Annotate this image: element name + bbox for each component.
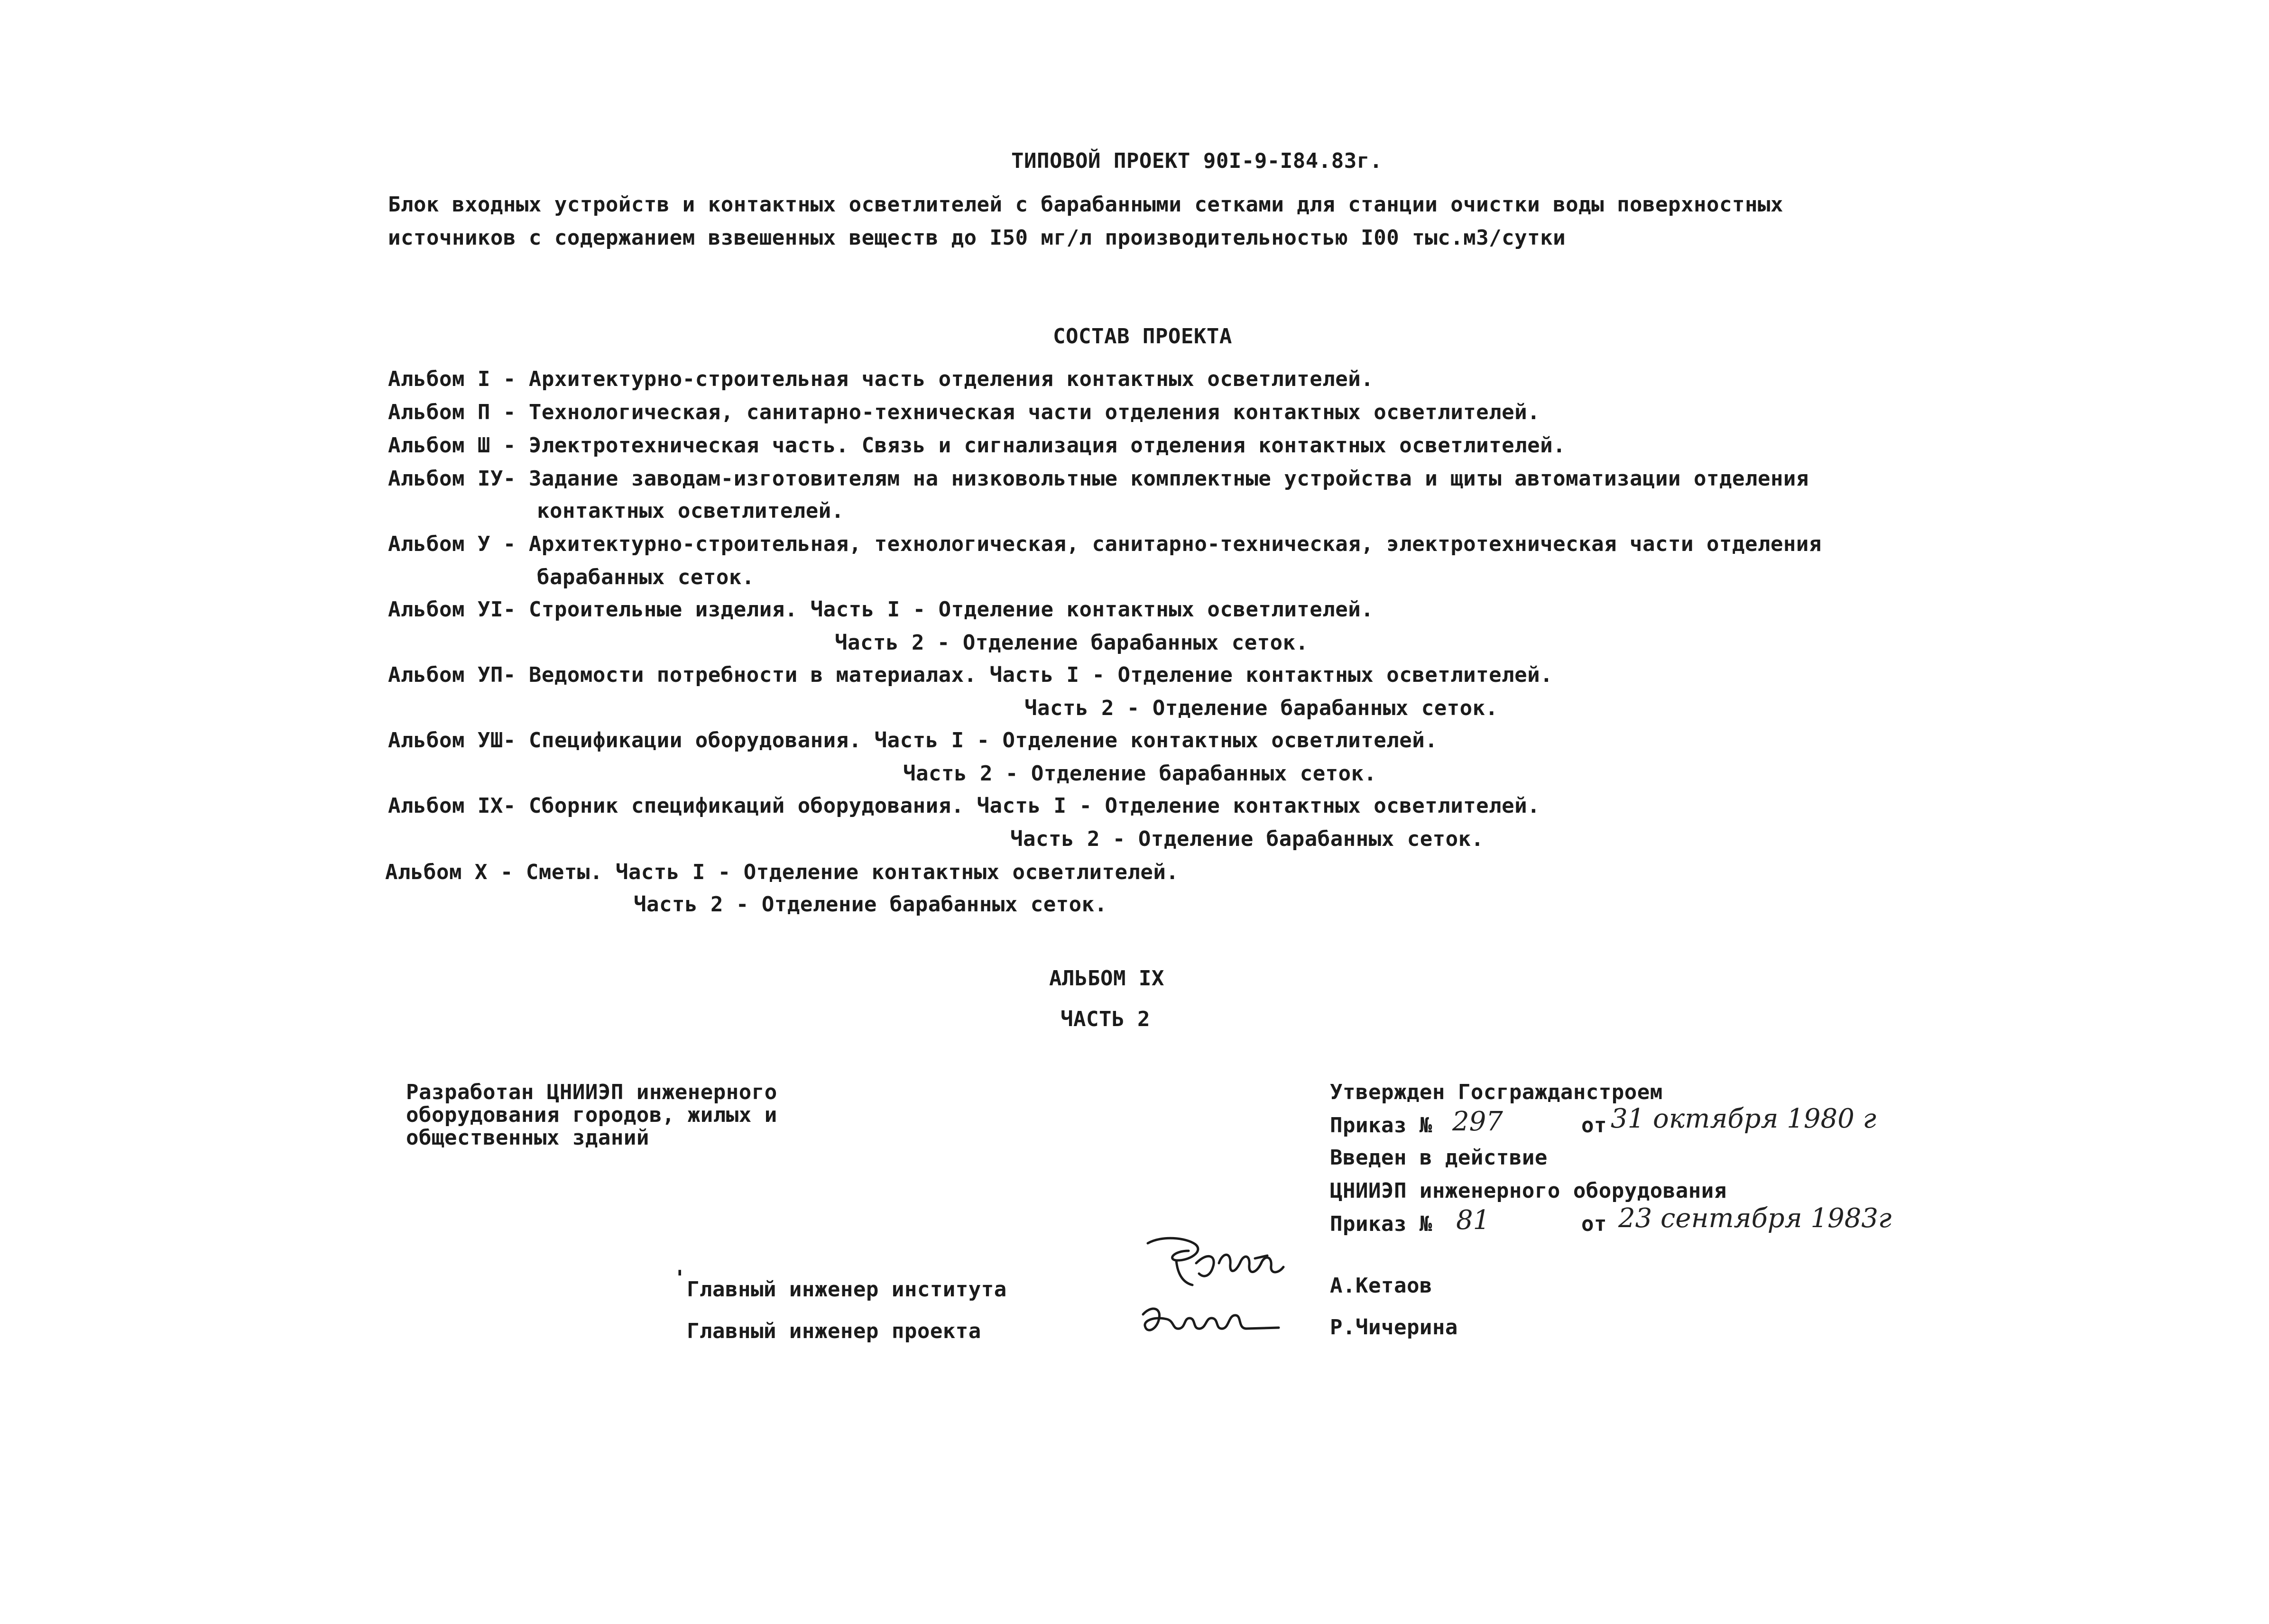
composition-line: Альбом IУ- Задание заводам-изготовителям на низковольтные комплектные устройства и щиты автоматизации отделения bbox=[388, 467, 1809, 491]
composition-line: Альбом УШ- Спецификации оборудования. Часть I - Отделение контактных осветлителей. bbox=[388, 728, 1438, 752]
album-part: ЧАСТЬ 2 bbox=[1061, 1007, 1150, 1031]
developer-line-1: Разработан ЦНИИЭП инженерного bbox=[406, 1080, 777, 1104]
approved-by: Утвержден Госгражданстроем bbox=[1330, 1080, 1663, 1104]
composition-line: Часть 2 - Отделение барабанных сеток. bbox=[1024, 696, 1498, 720]
order1-date: 31 октября 1980 г bbox=[1611, 1103, 1876, 1134]
composition-line: Альбом П - Технологическая, санитарно-техническая части отделения контактных осветлителей. bbox=[388, 400, 1540, 424]
signature-2 bbox=[1136, 1295, 1288, 1348]
composition-line: Альбом IX- Сборник спецификаций оборудования. Часть I - Отделение контактных осветлителей. bbox=[388, 794, 1540, 818]
developer-line-2: оборудования городов, жилых и bbox=[406, 1103, 777, 1127]
composition-line: Альбом УI- Строительные изделия. Часть I - Отделение контактных осветлителей. bbox=[388, 597, 1374, 622]
composition-line: Альбом Ш - Электротехническая часть. Связь и сигнализация отделения контактных осветлителей. bbox=[388, 433, 1566, 458]
order2-date: 23 сентября 1983г bbox=[1618, 1203, 1892, 1234]
composition-line: Альбом X - Сметы. Часть I - Отделение контактных осветлителей. bbox=[385, 860, 1179, 884]
order1-date-prefix: от bbox=[1581, 1113, 1607, 1138]
composition-line: контактных осветлителей. bbox=[537, 499, 844, 523]
name-signatory-2: Р.Чичерина bbox=[1330, 1315, 1458, 1340]
order2-number: 81 bbox=[1456, 1205, 1490, 1236]
enacted: Введен в действие bbox=[1330, 1146, 1548, 1170]
composition-line: Часть 2 - Отделение барабанных сеток. bbox=[1010, 827, 1484, 851]
composition-line: Часть 2 - Отделение барабанных сеток. bbox=[903, 762, 1377, 786]
project-title: ТИПОВОЙ ПРОЕКТ 90I-9-I84.83г. bbox=[1011, 149, 1383, 173]
composition-line: Часть 2 - Отделение барабанных сеток. bbox=[835, 631, 1309, 655]
developer-line-3: общественных зданий bbox=[406, 1126, 649, 1150]
composition-line: барабанных сеток. bbox=[537, 565, 755, 589]
role-chief-engineer-institute: Главный инженер института bbox=[687, 1277, 1007, 1302]
order1-number: 297 bbox=[1452, 1106, 1503, 1137]
signature-1 bbox=[1143, 1233, 1295, 1294]
order1-label: Приказ № bbox=[1330, 1113, 1432, 1138]
enacted-org: ЦНИИЭП инженерного оборудования bbox=[1330, 1179, 1727, 1203]
composition-line: Альбом I - Архитектурно-строительная часть отделения контактных осветлителей. bbox=[388, 367, 1374, 391]
signature-tick: ' bbox=[673, 1266, 686, 1290]
composition-line: Часть 2 - Отделение барабанных сеток. bbox=[634, 892, 1107, 917]
order2-label: Приказ № bbox=[1330, 1212, 1432, 1236]
role-chief-engineer-project: Главный инженер проекта bbox=[687, 1319, 981, 1343]
composition-heading: СОСТАВ ПРОЕКТА bbox=[1053, 324, 1232, 349]
project-subtitle-line-1: Блок входных устройств и контактных осветлителей с барабанными сетками для станции очистки воды поверхностных bbox=[388, 193, 1783, 217]
order2-date-prefix: от bbox=[1581, 1212, 1607, 1236]
composition-line: Альбом У - Архитектурно-строительная, технологическая, санитарно-техническая, электротехническая части отделения bbox=[388, 532, 1822, 556]
project-subtitle-line-2: источников с содержанием взвешенных веществ до I50 мг/л производительностью I00 тыс.м3/сутки bbox=[388, 226, 1566, 250]
name-signatory-1: А.Кетаов bbox=[1330, 1274, 1432, 1298]
album-title: АЛЬБОМ IX bbox=[1049, 966, 1164, 991]
composition-line: Альбом УП- Ведомости потребности в материалах. Часть I - Отделение контактных осветлителей. bbox=[388, 663, 1553, 687]
